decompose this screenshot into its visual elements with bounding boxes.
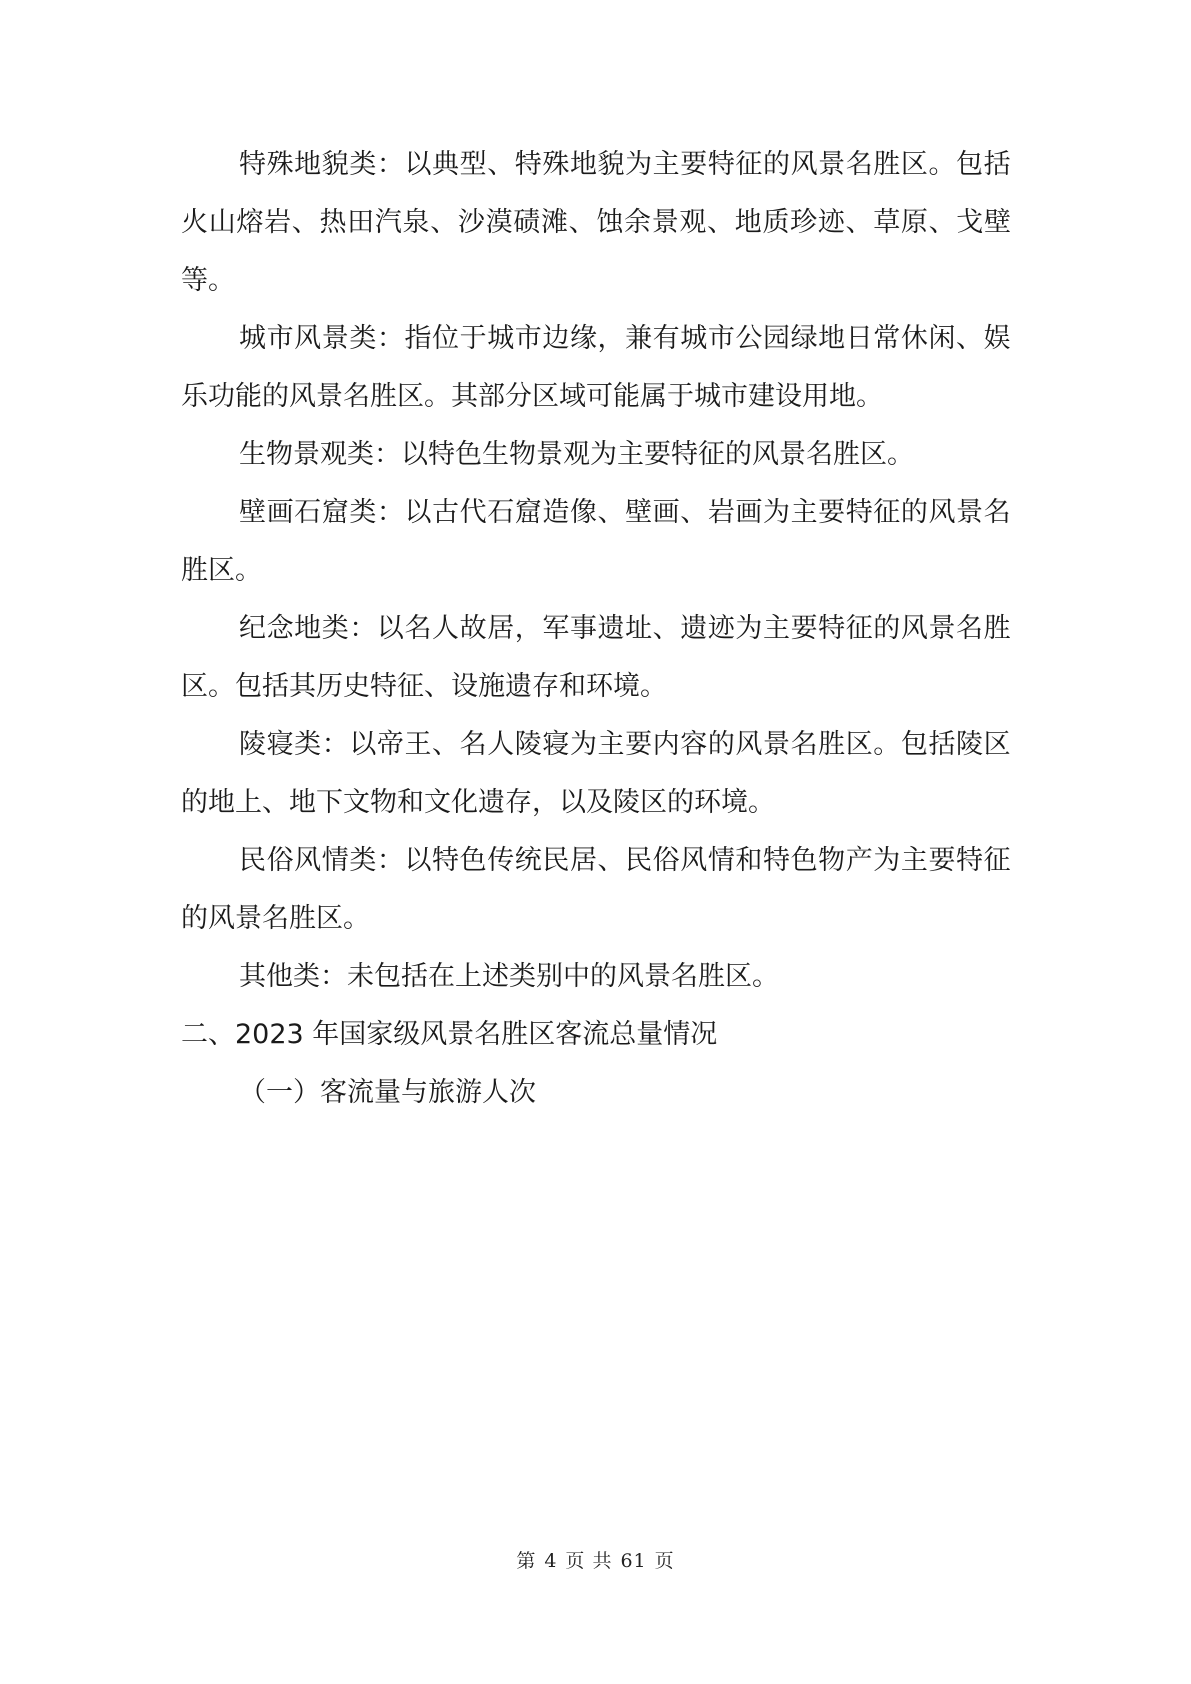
paragraph-line: 其他类：未包括在上述类别中的风景名胜区。 [239, 961, 779, 992]
footer-middle: 页 共 [565, 1550, 613, 1572]
paragraph-line: 生物景观类：以特色生物景观为主要特征的风景名胜区。 [239, 439, 914, 470]
paragraph-line: 的风景名胜区。 [181, 903, 370, 934]
page-number: 4 [544, 1550, 558, 1572]
subsection-heading: （一）客流量与旅游人次 [239, 1077, 536, 1108]
paragraph-line: 纪 念 地 类 ： 以 名 人 故 居 ， 军 事 遗 址 、 遗 迹 为 主 要 特 征 的 风 景 名 胜 [239, 613, 1011, 644]
paragraph-line: 特 殊 地 貌 类 ： 以 典 型 、 特 殊 地 貌 为 主 要 特 征 的 风 景 名 胜 区 。 包 括 [239, 149, 1011, 180]
paragraph-line: 民 俗 风 情 类 ： 以 特 色 传 统 民 居 、 民 俗 风 情 和 特 色 物 产 为 主 要 特 征 [239, 845, 1011, 876]
total-pages: 61 [620, 1550, 647, 1572]
page-footer [0, 1548, 1191, 1574]
paragraph-line: 区。包括其历史特征、设施遗存和环境。 [181, 671, 667, 702]
paragraph-line: 乐功能的风景名胜区。其部分区域可能属于城市建设用地。 [181, 381, 883, 412]
paragraph-line: 壁 画 石 窟 类 ： 以 古 代 石 窟 造 像 、 壁 画 、 岩 画 为 主 要 特 征 的 风 景 名 [239, 497, 1011, 528]
paragraph-line: 陵 寝 类 ： 以 帝 王 、 名 人 陵 寝 为 主 要 内 容 的 风 景 名 胜 区 。 包 括 陵 区 [239, 729, 1011, 760]
paragraph-line: 城 市 风 景 类 ： 指 位 于 城 市 边 缘 ， 兼 有 城 市 公 园 绿 地 日 常 休 闲 、 娱 [239, 323, 1011, 354]
paragraph-line: 的地上、地下文物和文化遗存，以及陵区的环境。 [181, 787, 775, 818]
footer-prefix: 第 [516, 1550, 537, 1572]
section-heading: 二、2023 年国家级风景名胜区客流总量情况 [181, 1019, 718, 1050]
paragraph-line: 火 山 熔 岩 、 热 田 汽 泉 、 沙 漠 碛 滩 、 蚀 余 景 观 、 地 质 珍 迹 、 草 原 、 戈 壁 [181, 207, 1011, 238]
paragraph-line: 胜区。 [181, 555, 262, 586]
footer-suffix: 页 [654, 1550, 675, 1572]
paragraph-line: 等。 [181, 265, 235, 296]
